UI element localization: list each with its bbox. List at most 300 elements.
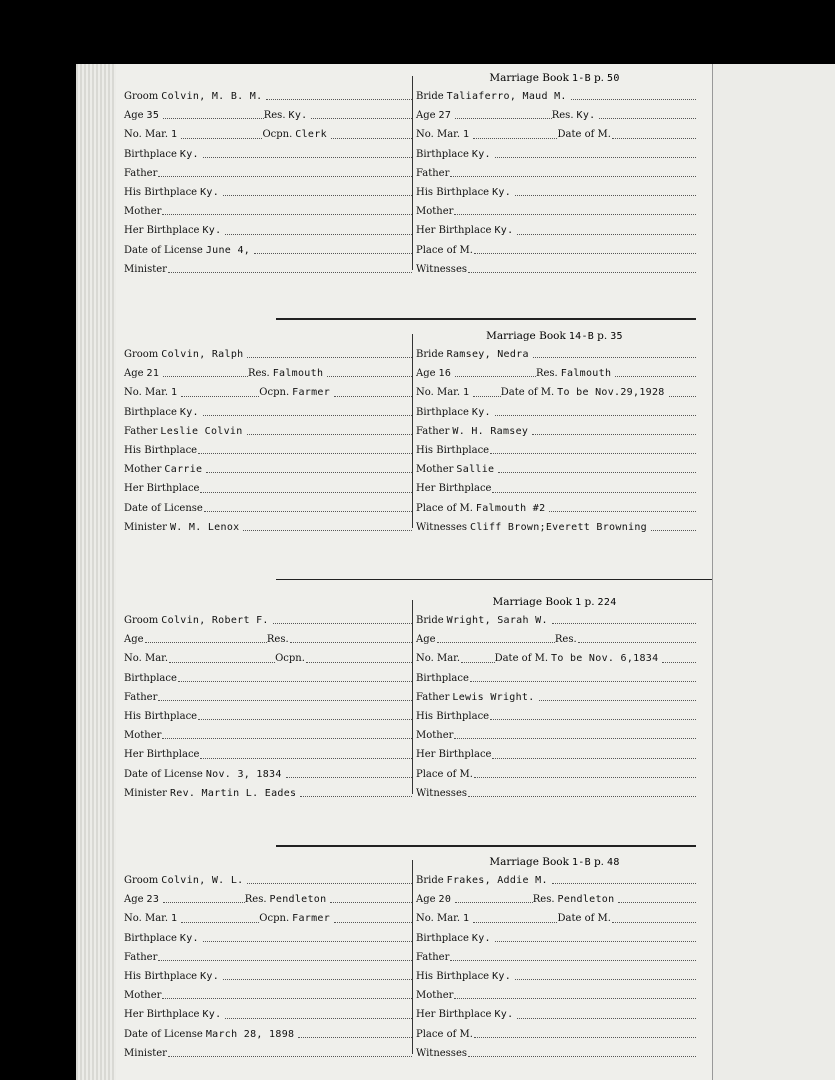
field-value: Falmouth bbox=[560, 368, 612, 380]
dotted-leader bbox=[490, 707, 696, 720]
field-value: Wright, Sarah W. bbox=[446, 615, 548, 626]
bride-field-row bbox=[416, 707, 696, 726]
groom-column bbox=[124, 594, 412, 803]
field-value: Farmer bbox=[292, 913, 331, 925]
field-label: Father bbox=[124, 167, 158, 179]
dotted-leader bbox=[468, 784, 696, 797]
bride-field-row bbox=[416, 649, 696, 668]
dotted-leader bbox=[618, 890, 696, 903]
bride-field-row bbox=[416, 518, 696, 537]
dotted-leader bbox=[181, 125, 262, 138]
field-value: Cliff Brown;Everett Browning bbox=[470, 521, 647, 533]
field-label: Date of M. bbox=[500, 387, 555, 399]
field-label: Father bbox=[416, 167, 450, 179]
groom-field-row bbox=[124, 106, 412, 125]
field-value: Ky. bbox=[492, 970, 512, 982]
field-label: p. bbox=[593, 72, 605, 84]
field-label: Birthplace bbox=[124, 148, 177, 160]
dotted-leader bbox=[162, 202, 412, 215]
field-label: Groom bbox=[124, 615, 159, 626]
microfilm-page bbox=[76, 64, 835, 1080]
field-label: Birthplace bbox=[416, 932, 469, 944]
field-label: Age bbox=[124, 368, 144, 380]
bride-field-row bbox=[416, 929, 696, 948]
dotted-leader bbox=[517, 1005, 696, 1018]
dotted-leader bbox=[181, 383, 259, 396]
dotted-leader bbox=[327, 364, 412, 377]
field-label: Res. bbox=[535, 368, 558, 380]
bride-field-row bbox=[416, 383, 696, 402]
bride-field-row bbox=[416, 499, 696, 518]
field-label: Res. bbox=[266, 634, 289, 646]
dotted-leader bbox=[461, 649, 495, 662]
marriage-book-line bbox=[416, 328, 696, 345]
dotted-leader bbox=[552, 611, 696, 624]
field-label: His Birthplace bbox=[124, 970, 198, 982]
dotted-leader bbox=[612, 909, 696, 922]
groom-field-row bbox=[124, 890, 412, 909]
dotted-leader bbox=[306, 649, 412, 662]
dotted-leader bbox=[223, 967, 412, 980]
field-value: To be Nov.29,1928 bbox=[557, 387, 665, 399]
dotted-leader bbox=[552, 871, 696, 884]
dotted-leader bbox=[198, 707, 412, 720]
bride-field-row bbox=[416, 221, 696, 240]
field-label: No. Mar. bbox=[416, 387, 461, 399]
page-number: 48 bbox=[607, 857, 620, 868]
dotted-leader bbox=[334, 383, 412, 396]
groom-field-row bbox=[124, 669, 412, 688]
dotted-leader bbox=[290, 630, 412, 643]
dotted-leader bbox=[495, 929, 696, 942]
bride-field-row bbox=[416, 87, 696, 106]
bride-field-row bbox=[416, 784, 696, 803]
field-label: Father bbox=[124, 691, 158, 703]
field-label: p. bbox=[584, 596, 595, 608]
field-label: Witnesses bbox=[416, 1047, 467, 1059]
bride-field-row bbox=[416, 164, 696, 183]
bride-field-row bbox=[416, 669, 696, 688]
field-value: Ky. bbox=[179, 932, 199, 944]
field-value: Falmouth #2 bbox=[475, 502, 546, 514]
bride-field-row bbox=[416, 422, 696, 441]
dotted-leader bbox=[539, 688, 696, 701]
bride-field-row bbox=[416, 871, 696, 890]
field-label: Groom bbox=[124, 91, 159, 102]
field-label: His Birthplace bbox=[124, 710, 198, 722]
groom-field-row bbox=[124, 403, 412, 422]
field-label: Her Birthplace bbox=[416, 483, 492, 495]
field-value: 1 bbox=[463, 913, 470, 925]
dotted-leader bbox=[198, 441, 412, 454]
field-value: 1 bbox=[171, 913, 178, 925]
groom-field-row bbox=[124, 87, 412, 106]
bride-field-row bbox=[416, 986, 696, 1005]
field-value: Taliaferro, Maud M. bbox=[446, 91, 567, 102]
dotted-leader bbox=[498, 460, 696, 473]
field-value: 16 bbox=[438, 368, 452, 380]
groom-field-row bbox=[124, 967, 412, 986]
field-label: Her Birthplace bbox=[416, 749, 492, 761]
field-value: To be Nov. 6,1834 bbox=[551, 653, 659, 665]
groom-field-row bbox=[124, 518, 412, 537]
field-label: Res. bbox=[532, 894, 555, 906]
record-divider bbox=[276, 318, 696, 320]
bride-field-row bbox=[416, 726, 696, 745]
groom-field-row bbox=[124, 479, 412, 498]
bride-column bbox=[416, 594, 696, 803]
field-label: Place of M. bbox=[416, 1028, 473, 1040]
dotted-leader bbox=[203, 145, 412, 158]
groom-field-row bbox=[124, 986, 412, 1005]
dotted-leader bbox=[517, 221, 696, 234]
dotted-leader bbox=[300, 784, 412, 797]
column-separator bbox=[412, 334, 413, 528]
dotted-leader bbox=[168, 1044, 412, 1057]
field-label: No. Mar. bbox=[416, 653, 461, 665]
field-label: Age bbox=[124, 110, 144, 122]
field-label: His Birthplace bbox=[124, 444, 198, 456]
dotted-leader bbox=[612, 125, 696, 138]
dotted-leader bbox=[468, 260, 696, 273]
field-label: Her Birthplace bbox=[416, 225, 492, 237]
dotted-leader bbox=[492, 745, 696, 758]
field-label: No. Mar. bbox=[416, 129, 461, 141]
field-label: Birthplace bbox=[124, 672, 177, 684]
field-label: Minister bbox=[124, 263, 167, 275]
field-value: Pendleton bbox=[557, 894, 615, 906]
dotted-leader bbox=[651, 518, 696, 531]
field-value: Rev. Martin L. Eades bbox=[169, 787, 297, 799]
field-label: Mother bbox=[416, 206, 454, 218]
field-label: Age bbox=[124, 634, 144, 646]
field-value: 1 bbox=[171, 129, 178, 141]
bride-field-row bbox=[416, 479, 696, 498]
field-label: Res. bbox=[554, 634, 577, 646]
field-label: No. Mar. bbox=[124, 653, 169, 665]
groom-field-row bbox=[124, 611, 412, 630]
dotted-leader bbox=[243, 518, 412, 531]
groom-column bbox=[124, 328, 412, 537]
bride-field-row bbox=[416, 403, 696, 422]
field-label: Mother bbox=[124, 990, 162, 1002]
field-label: Mother bbox=[124, 730, 162, 742]
dotted-leader bbox=[492, 479, 696, 492]
field-label: Date of License bbox=[124, 502, 203, 514]
page-number: 224 bbox=[597, 597, 617, 608]
field-label: Date of License bbox=[124, 244, 203, 256]
page-left-margin bbox=[76, 64, 116, 1080]
column-separator bbox=[412, 600, 413, 794]
groom-field-row bbox=[124, 909, 412, 928]
page-right-margin bbox=[712, 64, 835, 1080]
book-number: 1 bbox=[575, 597, 582, 608]
field-value: 1 bbox=[171, 387, 178, 399]
field-label: p. bbox=[593, 856, 605, 868]
field-value: Ky. bbox=[200, 186, 220, 198]
field-label: Groom bbox=[124, 875, 159, 886]
field-label: Ocpn. bbox=[262, 129, 293, 141]
field-label: Mother bbox=[416, 990, 454, 1002]
field-value: 27 bbox=[438, 110, 452, 122]
dotted-leader bbox=[455, 364, 536, 377]
bride-field-row bbox=[416, 688, 696, 707]
field-label: Mother bbox=[124, 206, 162, 218]
dotted-leader bbox=[455, 890, 533, 903]
groom-field-row bbox=[124, 241, 412, 260]
field-label: Res. bbox=[263, 110, 286, 122]
bride-field-row bbox=[416, 745, 696, 764]
dotted-leader bbox=[162, 726, 412, 739]
bride-field-row bbox=[416, 441, 696, 460]
dotted-leader bbox=[473, 909, 557, 922]
bride-field-row bbox=[416, 1005, 696, 1024]
field-value: Ky. bbox=[494, 225, 514, 237]
groom-field-row bbox=[124, 125, 412, 144]
bride-field-row bbox=[416, 948, 696, 967]
dotted-leader bbox=[532, 422, 696, 435]
record-divider bbox=[276, 579, 712, 580]
dotted-leader bbox=[247, 422, 412, 435]
field-label: No. Mar. bbox=[124, 387, 169, 399]
field-label: Her Birthplace bbox=[124, 749, 200, 761]
dotted-leader bbox=[254, 241, 412, 254]
groom-field-row bbox=[124, 649, 412, 668]
field-label: Place of M. bbox=[416, 768, 473, 780]
bride-field-row bbox=[416, 1044, 696, 1063]
dotted-leader bbox=[599, 106, 696, 119]
dotted-leader bbox=[266, 87, 412, 100]
page-number: 50 bbox=[607, 73, 620, 84]
column-separator bbox=[412, 76, 413, 270]
dotted-leader bbox=[163, 890, 245, 903]
bride-field-row bbox=[416, 183, 696, 202]
bride-column bbox=[416, 328, 696, 537]
groom-field-row bbox=[124, 164, 412, 183]
field-value: 23 bbox=[146, 894, 160, 906]
dotted-leader bbox=[571, 87, 696, 100]
field-value: 21 bbox=[146, 368, 160, 380]
field-value: Colvin, Ralph bbox=[161, 349, 244, 360]
field-label: Father bbox=[124, 425, 158, 437]
dotted-leader bbox=[474, 1025, 696, 1038]
dotted-leader bbox=[298, 1025, 412, 1038]
bride-field-row bbox=[416, 260, 696, 279]
bride-field-row bbox=[416, 1025, 696, 1044]
field-value: Ky. bbox=[202, 225, 222, 237]
field-label: Father bbox=[416, 691, 450, 703]
book-number: 14-B bbox=[568, 331, 595, 342]
field-label: Minister bbox=[124, 787, 167, 799]
field-label: Groom bbox=[124, 349, 159, 360]
field-label: Age bbox=[124, 894, 144, 906]
field-label: Ocpn. bbox=[275, 653, 305, 665]
groom-field-row bbox=[124, 460, 412, 479]
bride-field-row bbox=[416, 909, 696, 928]
field-label: Age bbox=[416, 110, 436, 122]
field-value: 35 bbox=[146, 110, 160, 122]
groom-field-row bbox=[124, 145, 412, 164]
dotted-leader bbox=[163, 106, 264, 119]
field-label: Birthplace bbox=[124, 406, 177, 418]
dotted-leader bbox=[178, 669, 412, 682]
field-label: Date of License bbox=[124, 1028, 203, 1040]
groom-field-row bbox=[124, 221, 412, 240]
field-label: Her Birthplace bbox=[124, 483, 200, 495]
groom-field-row bbox=[124, 1025, 412, 1044]
field-value: Ky. bbox=[471, 148, 491, 160]
groom-field-row bbox=[124, 948, 412, 967]
field-value: Ky. bbox=[179, 148, 199, 160]
field-label: Place of M. bbox=[416, 502, 473, 514]
dotted-leader bbox=[203, 403, 412, 416]
dotted-leader bbox=[468, 1044, 696, 1057]
field-value: Clerk bbox=[295, 129, 327, 141]
dotted-leader bbox=[311, 106, 412, 119]
bride-field-row bbox=[416, 202, 696, 221]
groom-field-row bbox=[124, 871, 412, 890]
groom-field-row bbox=[124, 929, 412, 948]
book-number: 1-B bbox=[571, 857, 591, 868]
dotted-leader bbox=[473, 383, 500, 396]
field-label: No. Mar. bbox=[124, 913, 169, 925]
groom-field-row bbox=[124, 345, 412, 364]
field-label: Mother bbox=[416, 464, 454, 476]
bride-column bbox=[416, 70, 696, 279]
field-value: March 28, 1898 bbox=[205, 1028, 295, 1040]
field-value: Ky. bbox=[471, 932, 491, 944]
groom-field-row bbox=[124, 707, 412, 726]
dotted-leader bbox=[204, 499, 412, 512]
dotted-leader bbox=[495, 145, 696, 158]
dotted-leader bbox=[533, 345, 696, 358]
dotted-leader bbox=[163, 364, 248, 377]
field-value: Leslie Colvin bbox=[160, 425, 243, 437]
dotted-leader bbox=[181, 909, 259, 922]
dotted-leader bbox=[225, 1005, 412, 1018]
field-value: 1 bbox=[463, 387, 470, 399]
field-label: Father bbox=[416, 951, 450, 963]
field-label: Bride bbox=[416, 615, 444, 626]
field-value: Ramsey, Nedra bbox=[446, 349, 529, 360]
field-label: Minister bbox=[124, 1047, 167, 1059]
dotted-leader bbox=[454, 986, 696, 999]
record-divider bbox=[276, 845, 696, 847]
dotted-leader bbox=[203, 929, 412, 942]
groom-field-row bbox=[124, 202, 412, 221]
dotted-leader bbox=[549, 499, 696, 512]
field-label: Father bbox=[416, 425, 450, 437]
groom-field-row bbox=[124, 1005, 412, 1024]
field-label: p. bbox=[597, 330, 608, 342]
field-label: Witnesses bbox=[416, 521, 467, 533]
field-label: Minister bbox=[124, 521, 167, 533]
field-value: Carrie bbox=[164, 464, 203, 476]
field-value: Falmouth bbox=[272, 368, 324, 380]
field-label: His Birthplace bbox=[416, 186, 490, 198]
groom-field-row bbox=[124, 784, 412, 803]
field-value: Ky. bbox=[576, 110, 596, 122]
field-label: Ocpn. bbox=[259, 913, 290, 925]
marriage-book-line bbox=[416, 594, 696, 611]
dotted-leader bbox=[223, 183, 412, 196]
dotted-leader bbox=[473, 125, 557, 138]
field-value: Ky. bbox=[288, 110, 308, 122]
field-label: No. Mar. bbox=[124, 129, 169, 141]
field-label: Res. bbox=[244, 894, 267, 906]
groom-field-row bbox=[124, 1044, 412, 1063]
bride-field-row bbox=[416, 241, 696, 260]
groom-field-row bbox=[124, 422, 412, 441]
bride-field-row bbox=[416, 765, 696, 784]
field-label: Date of M. bbox=[557, 129, 611, 141]
field-label: Age bbox=[416, 634, 436, 646]
dotted-leader bbox=[168, 260, 412, 273]
field-label: Place of M. bbox=[416, 244, 473, 256]
bride-field-row bbox=[416, 145, 696, 164]
dotted-leader bbox=[470, 669, 696, 682]
bride-column bbox=[416, 854, 696, 1063]
page-number: 35 bbox=[610, 331, 623, 342]
dotted-leader bbox=[454, 726, 696, 739]
field-label: No. Mar. bbox=[416, 913, 461, 925]
dotted-leader bbox=[206, 460, 412, 473]
field-label: Birthplace bbox=[416, 672, 469, 684]
bride-field-row bbox=[416, 345, 696, 364]
marriage-record bbox=[124, 854, 696, 1059]
groom-field-row bbox=[124, 260, 412, 279]
field-label: Witnesses bbox=[416, 787, 467, 799]
dotted-leader bbox=[273, 611, 412, 624]
groom-field-row bbox=[124, 383, 412, 402]
bride-field-row bbox=[416, 106, 696, 125]
dotted-leader bbox=[454, 202, 696, 215]
field-label: Father bbox=[124, 951, 158, 963]
field-value: Ky. bbox=[492, 186, 512, 198]
groom-column bbox=[124, 70, 412, 279]
dotted-leader bbox=[286, 765, 412, 778]
dotted-leader bbox=[450, 164, 696, 177]
dotted-leader bbox=[200, 479, 412, 492]
field-value: 20 bbox=[438, 894, 452, 906]
dotted-leader bbox=[490, 441, 696, 454]
field-label: His Birthplace bbox=[124, 186, 198, 198]
field-value: W. H. Ramsey bbox=[452, 425, 529, 437]
field-label: Birthplace bbox=[416, 406, 469, 418]
field-label: His Birthplace bbox=[416, 970, 490, 982]
dotted-leader bbox=[247, 345, 412, 358]
field-label: His Birthplace bbox=[416, 710, 490, 722]
dotted-leader bbox=[495, 403, 696, 416]
field-label: Age bbox=[416, 894, 436, 906]
dotted-leader bbox=[455, 106, 552, 119]
marriage-record bbox=[124, 328, 696, 533]
field-label: Date of M. bbox=[494, 653, 548, 665]
field-value: Lewis Wright. bbox=[452, 691, 535, 703]
dotted-leader bbox=[578, 630, 696, 643]
field-label: Birthplace bbox=[124, 932, 177, 944]
groom-field-row bbox=[124, 183, 412, 202]
groom-field-row bbox=[124, 499, 412, 518]
field-value: Ky. bbox=[202, 1009, 222, 1021]
groom-field-row bbox=[124, 726, 412, 745]
field-value: W. M. Lenox bbox=[169, 521, 240, 533]
dotted-leader bbox=[158, 164, 412, 177]
field-label: Witnesses bbox=[416, 263, 467, 275]
field-value: Nov. 3, 1834 bbox=[205, 768, 282, 780]
field-label: Res. bbox=[247, 368, 270, 380]
field-value: Pendleton bbox=[269, 894, 327, 906]
